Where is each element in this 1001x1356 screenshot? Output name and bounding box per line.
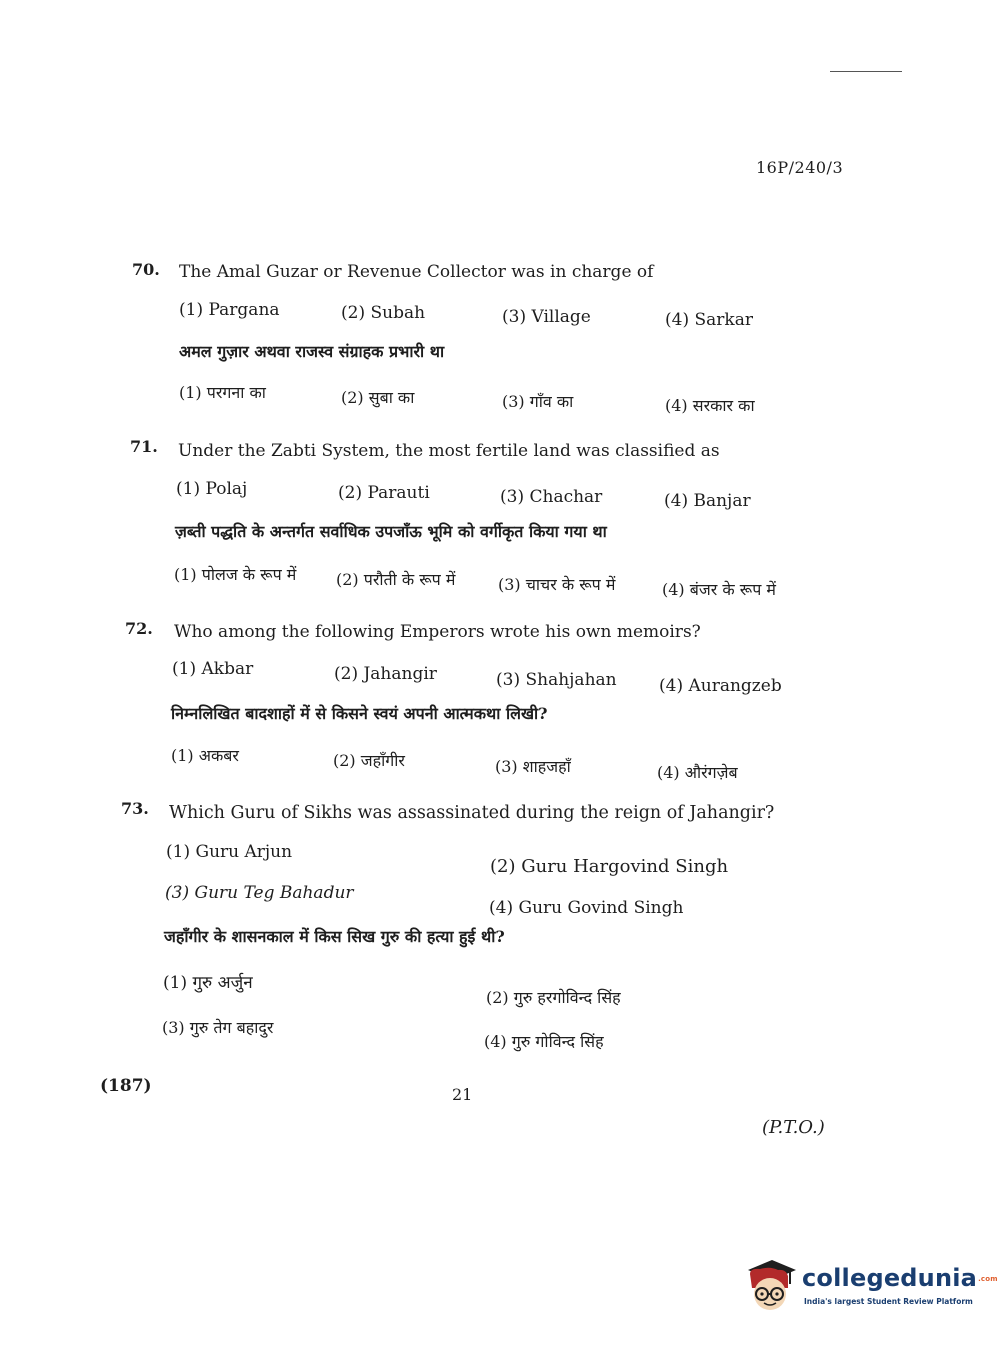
option-2-hi: (2) सुबा का xyxy=(341,388,415,407)
option-1-hi: (1) गुरु अर्जुन xyxy=(163,973,253,993)
logo-wordmark: collegedunia.com xyxy=(802,1264,998,1292)
option-2-en: (2) Subah xyxy=(341,303,426,323)
option-3-hi: (3) शाहजहाँ xyxy=(495,757,571,776)
option-4-hi: (4) औरंगज़ेब xyxy=(657,763,738,782)
option-1-hi: (1) अकबर xyxy=(171,746,239,765)
option-1-en: (1) Akbar xyxy=(172,659,254,679)
top-rule xyxy=(830,71,902,72)
option-4-en: (4) Sarkar xyxy=(665,310,753,330)
option-1-hi: (1) पोलज के रूप में xyxy=(174,565,297,584)
option-2-hi: (2) परौती के रूप में xyxy=(336,570,456,589)
question-text-en: The Amal Guzar or Revenue Collector was in charge of xyxy=(179,262,654,282)
question-text-en: Who among the following Emperors wrote his own memoirs? xyxy=(174,622,701,642)
question-text-hi: निम्नलिखित बादशाहों में से किसने स्वयं अपनी आत्मकथा लिखी? xyxy=(171,704,548,723)
option-3-en: (3) Chachar xyxy=(500,487,603,507)
mascot-icon xyxy=(742,1258,798,1314)
question-text-hi: ज़ब्ती पद्धति के अन्तर्गत सर्वाधिक उपजाँऊ भूमि को वर्गीकृत किया गया था xyxy=(175,522,607,541)
question-text-hi: जहाँगीर के शासनकाल में किस सिख गुरु की हत्या हुई थी? xyxy=(164,927,505,946)
option-2-en: (2) Jahangir xyxy=(334,664,437,684)
question-text-en: Under the Zabti System, the most fertile land was classified as xyxy=(178,441,720,461)
option-2-hi: (2) जहाँगीर xyxy=(333,751,405,770)
option-2-en: (2) Guru Hargovind Singh xyxy=(490,856,729,877)
option-1-hi: (1) परगना का xyxy=(179,383,266,402)
question-number: 71. xyxy=(130,437,158,456)
question-number: 73. xyxy=(121,799,149,818)
option-3-hi: (3) गाँव का xyxy=(502,392,574,411)
logo-tagline: India's largest Student Review Platform xyxy=(804,1297,973,1306)
option-3-hi: (3) चाचर के रूप में xyxy=(498,575,616,594)
paper-code: 16P/240/3 xyxy=(756,158,844,177)
option-4-en: (4) Guru Govind Singh xyxy=(489,898,684,918)
option-4-hi: (4) गुरु गोविन्द सिंह xyxy=(484,1032,604,1051)
option-1-en: (1) Polaj xyxy=(176,479,248,499)
option-4-hi: (4) बंजर के रूप में xyxy=(662,580,776,599)
option-3-hi: (3) गुरु तेग बहादुर xyxy=(162,1018,274,1037)
option-3-en: (3) Guru Teg Bahadur xyxy=(165,883,354,903)
option-2-hi: (2) गुरु हरगोविन्द सिंह xyxy=(486,988,621,1007)
page-number: 21 xyxy=(452,1085,473,1104)
pto-note: (P.T.O.) xyxy=(762,1117,825,1138)
option-4-en: (4) Aurangzeb xyxy=(659,676,782,696)
option-1-en: (1) Pargana xyxy=(179,300,280,320)
option-4-hi: (4) सरकार का xyxy=(665,396,755,415)
question-number: 70. xyxy=(132,260,160,279)
option-1-en: (1) Guru Arjun xyxy=(166,842,293,862)
question-text-en: Which Guru of Sikhs was assassinated during the reign of Jahangir? xyxy=(169,803,775,823)
option-4-en: (4) Banjar xyxy=(664,491,751,511)
option-2-en: (2) Parauti xyxy=(338,483,430,503)
option-3-en: (3) Shahjahan xyxy=(496,670,617,690)
question-text-hi: अमल गुज़ार अथवा राजस्व संग्राहक प्रभारी था xyxy=(179,342,445,361)
option-3-en: (3) Village xyxy=(502,307,591,327)
collegedunia-logo xyxy=(742,1250,998,1320)
marks-code: (187) xyxy=(100,1076,152,1096)
question-number: 72. xyxy=(125,619,153,638)
